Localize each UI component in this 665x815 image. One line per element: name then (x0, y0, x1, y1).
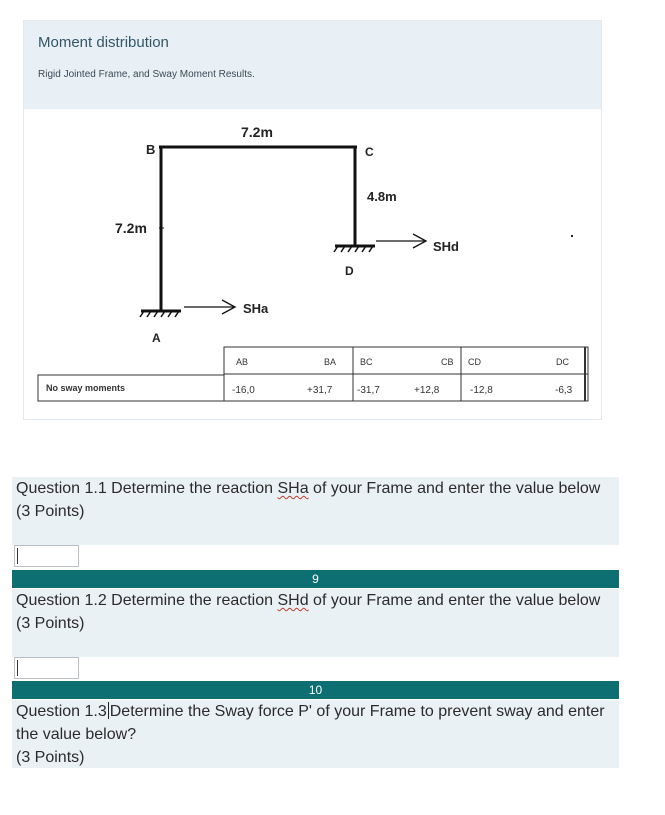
node-a-label: A (152, 331, 161, 345)
answer-input-1-1[interactable] (14, 545, 79, 567)
header-ba: BA (324, 357, 337, 367)
value-dc: -6,3 (555, 385, 573, 396)
support-d (334, 246, 375, 252)
figure-subtitle: Rigid Jointed Frame, and Sway Moment Results. (38, 69, 255, 80)
question-number-bar-9: 9 (12, 570, 619, 588)
arrow-shd (376, 234, 426, 248)
question-1-1 (12, 477, 619, 545)
value-ba: +31,7 (307, 385, 333, 396)
header-dc: DC (556, 357, 569, 367)
support-a (140, 311, 181, 317)
node-d-label: D (345, 264, 354, 278)
frame-members (159, 147, 357, 311)
label-shd: SHd (433, 239, 459, 254)
question-1-1-points: (3 Points) (16, 503, 85, 520)
frame-diagram (24, 21, 603, 421)
header-cd: CD (468, 357, 481, 367)
question-1-2-term: SHd (277, 592, 309, 609)
question-1-2 (12, 589, 619, 657)
arrow-sha (184, 300, 235, 314)
question-1-3-prefix: Question 1.3 (16, 703, 107, 720)
question-1-3-suffix: Determine the Sway force P' of your Frame to prevent sway and enter the value below? (16, 703, 605, 743)
text-caret (17, 548, 18, 564)
header-ab: AB (236, 357, 249, 367)
question-number-bar-10: 10 (12, 681, 619, 699)
question-1-1-suffix: of your Frame and enter the value below (308, 480, 601, 497)
value-cb: +12,8 (414, 385, 440, 396)
question-1-1-prefix: Question 1.1 Determine the reaction (16, 480, 278, 497)
value-ab: -16,0 (232, 385, 255, 396)
text-caret (17, 660, 18, 676)
node-c-label: C (365, 145, 374, 159)
label-sha: SHa (243, 301, 269, 316)
text-cursor (108, 702, 109, 719)
value-cd: -12,8 (470, 385, 493, 396)
label-top-length: 7.2m (241, 124, 273, 140)
question-1-2-prefix: Question 1.2 Determine the reaction (16, 592, 278, 609)
figure-panel (23, 20, 602, 420)
question-1-3-points: (3 Points) (16, 749, 85, 766)
answer-input-1-2[interactable] (14, 657, 79, 679)
question-1-3 (12, 700, 619, 768)
label-right-height: 4.8m (367, 189, 397, 204)
question-1-1-term: SHa (277, 480, 309, 497)
header-bc: BC (360, 357, 373, 367)
question-1-2-points: (3 Points) (16, 615, 85, 632)
header-cb: CB (441, 357, 454, 367)
node-b-label: B (146, 142, 156, 157)
question-1-2-suffix: of your Frame and enter the value below (308, 592, 601, 609)
label-left-height: 7.2m (115, 220, 147, 236)
moments-row-label: No sway moments (46, 383, 126, 393)
value-bc: -31,7 (357, 385, 380, 396)
moments-table (38, 347, 588, 401)
figure-title: Moment distribution (38, 34, 169, 51)
